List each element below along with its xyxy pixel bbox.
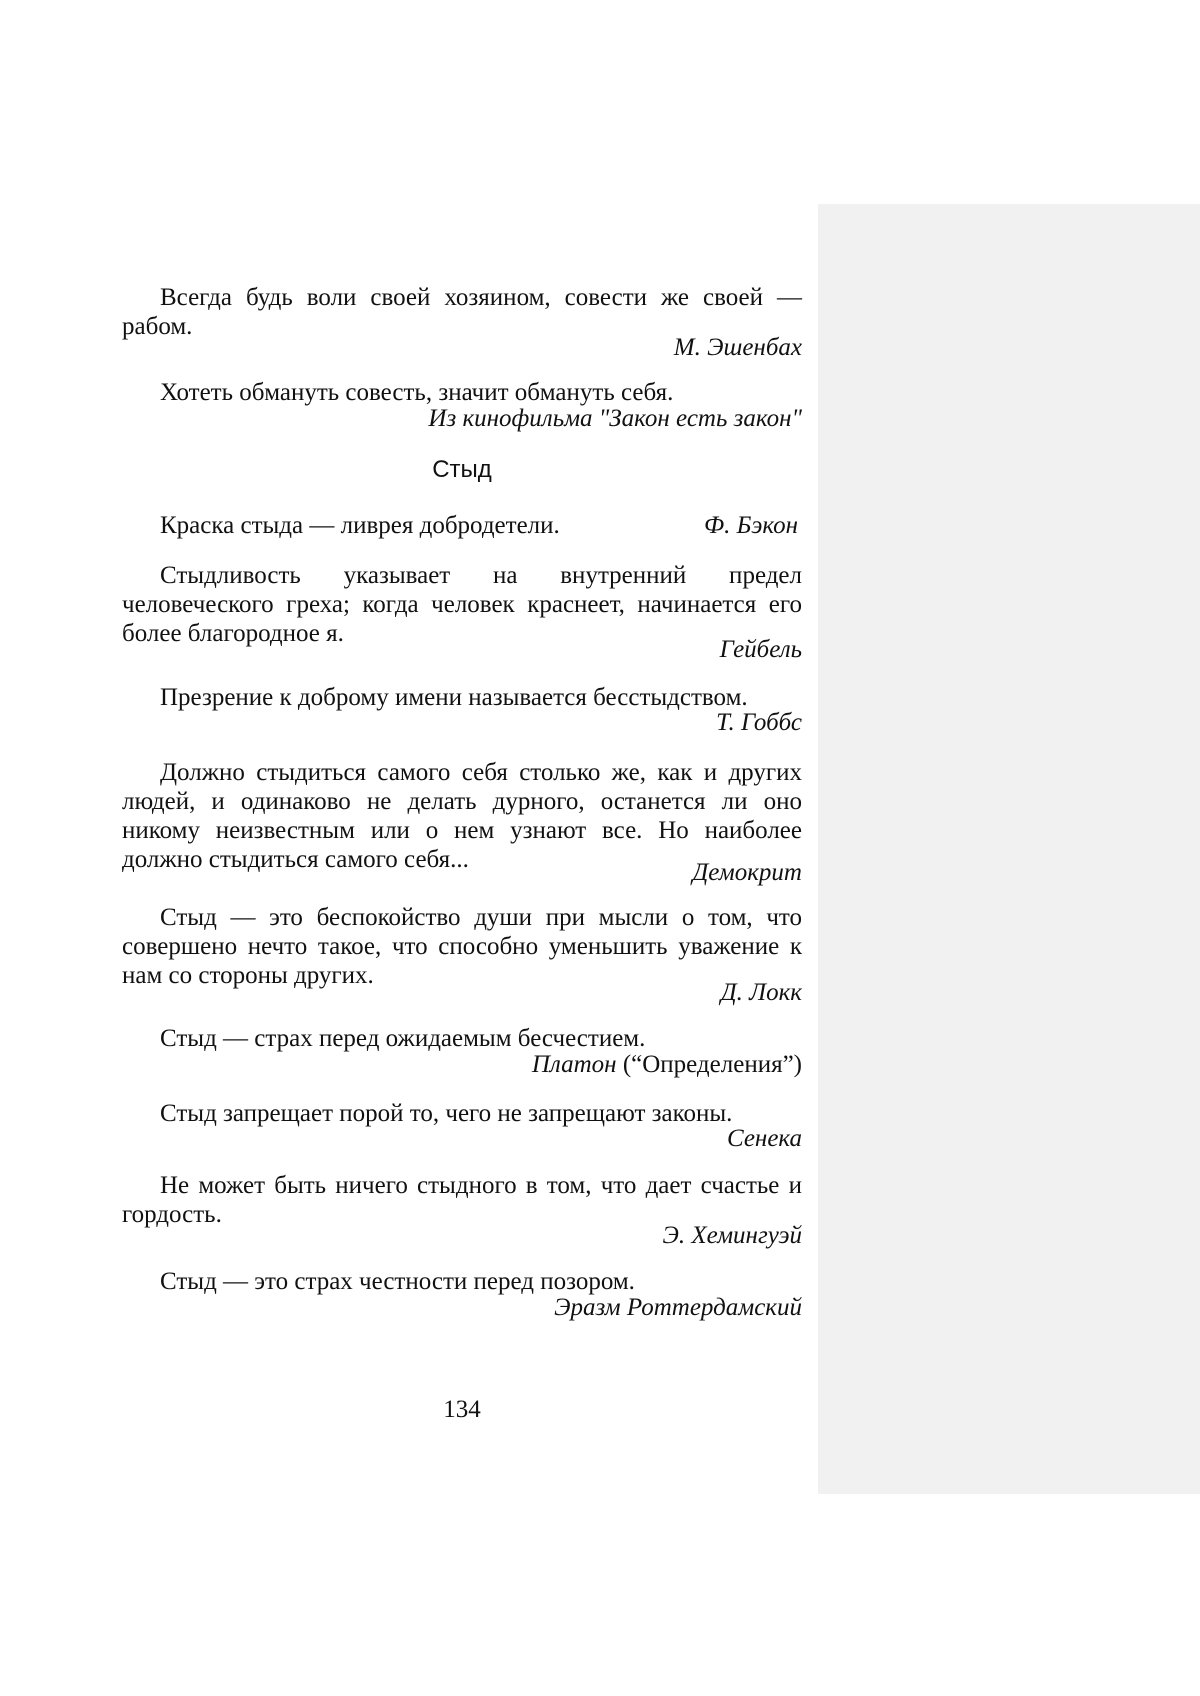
- quote-text: Стыд — это страх честности перед позором.: [160, 1268, 635, 1295]
- quote-author: Демокрит: [692, 859, 802, 886]
- quote-text: Должно стыдиться самого себя столько же, как и других людей, и одинаково не делать дурного, останется ли оно никому неизвестным или о нем узнают все. Но наиболее должно стыдиться самого себя...: [122, 759, 802, 873]
- quote-author: М. Эшенбах: [673, 334, 802, 361]
- quote-author-note: (“Определения”): [622, 1051, 802, 1078]
- quote-author: Э. Хемингуэй: [662, 1222, 802, 1249]
- quote-text: Краска стыда — ливрея добродетели.: [160, 512, 560, 539]
- quote-author: Сенека: [726, 1125, 802, 1152]
- quote-text: Стыд — страх перед ожидаемым бесчестием.: [160, 1025, 646, 1052]
- quote-text: Стыдливость указывает на внутренний предел человеческого греха; когда человек краснеет, начинается его более благородное я.: [122, 562, 802, 647]
- quote-text: Хотеть обмануть совесть, значит обмануть себя.: [160, 379, 674, 406]
- quote-author: Гейбель: [719, 636, 802, 663]
- quote-author: Т. Гоббс: [716, 709, 802, 736]
- page-number: 134: [443, 1396, 481, 1423]
- quote-author: Д. Локк: [720, 979, 802, 1006]
- quote-text: Стыд запрещает порой то, чего не запрещают законы.: [160, 1100, 733, 1127]
- quote-author: Ф. Бэкон: [703, 512, 798, 539]
- quote-text: Всегда будь воли своей хозяином, совести же своей — рабом.: [122, 284, 802, 340]
- quote-author: Эразм Роттердамский: [554, 1294, 802, 1321]
- quote-author: Из кинофильма "Закон есть закон": [428, 405, 802, 432]
- quote-text: Стыд — это беспокойство души при мысли о том, что совершено нечто такое, что способно уменьшить уважение к нам со стороны других.: [122, 904, 802, 989]
- quote-author-line: [532, 1050, 802, 1079]
- section-title: Стыд: [432, 456, 492, 483]
- quote-author: Платон: [531, 1051, 617, 1078]
- quote-text: Презрение к доброму имени называется бесстыдством.: [160, 684, 748, 711]
- comment-margin-pane: [818, 204, 1200, 1494]
- quote-text: Не может быть ничего стыдного в том, что дает счастье и гордость.: [122, 1172, 802, 1228]
